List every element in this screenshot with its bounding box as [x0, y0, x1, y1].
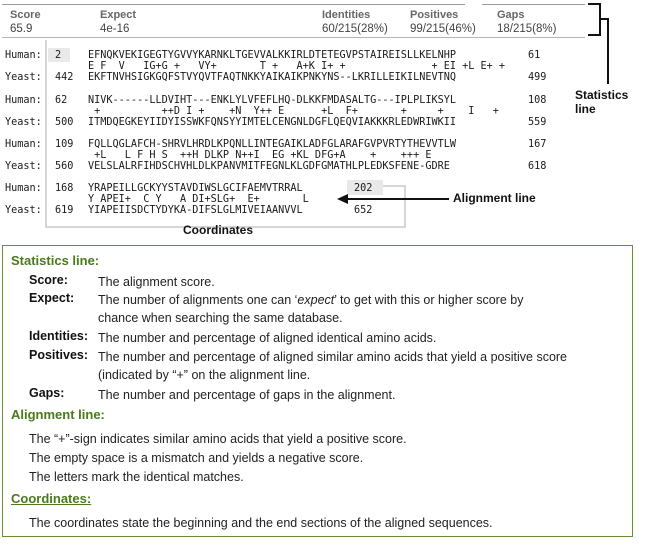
human-end: 108	[528, 95, 547, 106]
legend-def-positives-2: (indicated by “+” on the alignment line.	[98, 368, 311, 382]
legend-term-gaps: Gaps:	[29, 386, 65, 400]
yeast-end: 618	[528, 161, 547, 172]
legend-def-gaps: The number and percentage of gaps in the alignment.	[98, 388, 396, 402]
yeast-start: 500	[55, 117, 74, 128]
legend-term-identities: Identities:	[29, 329, 89, 343]
human-end: 202	[354, 183, 373, 194]
alignment-line-arrow	[335, 192, 451, 206]
stat-header-positives: Positives	[410, 9, 459, 21]
human-sequence: EFNQKVEKIGEGTYGVVYKARNKLTGEVVALKKIRLDTETEGVPSTAIREISLLKELNHP	[88, 50, 457, 61]
alignment-midline: +L L F H S ++H DLKP N++I EG +KL DFG+A + +++ E	[88, 150, 432, 161]
stat-value-identities: 60/215(28%)	[322, 23, 388, 35]
yeast-sequence: EKFTNVHSIGKGQFSTVYQVTFAQTNKKYAIKAIKPNKYNS--LKRILLEIKILNEVTNQ	[88, 72, 457, 83]
legend-def-expect: The number of alignments one can ‘expect’ to get with this or higher score by	[98, 293, 524, 307]
legend-alignment-heading: Alignment line:	[11, 407, 105, 422]
human-sequence: FQLLQGLAFCH-SHRVLHRDLKPQNLLINTEGAIKLADFGLARAFGVPVRTYTHEVVTLW	[88, 139, 457, 150]
legend-align-line-3: The letters mark the identical matches.	[29, 470, 244, 484]
human-sequence: YRAPEILLGCKYYSTAVDIWSLGCIFAEMVTRRAL	[88, 183, 303, 194]
legend-term-positives: Positives:	[29, 348, 89, 362]
legend-panel	[2, 245, 633, 537]
legend-def-score: The alignment score.	[98, 275, 215, 289]
human-start: 168	[55, 183, 74, 194]
alignment-midline: E F V IG+G + VY+ T + A+K I+ + + EI +L E+ +	[88, 61, 506, 72]
human-sequence: NIVK------LLDVIHT---ENKLYLVFEFLHQ-DLKKFMDASALTG---IPLPLIKSYL	[88, 95, 457, 106]
human-label: Human:	[5, 95, 42, 106]
alignment-midline: + ++D I + +N Y++ E +L F+ + + I +	[88, 106, 499, 117]
yeast-end: 652	[354, 205, 373, 216]
yeast-label: Yeast:	[5, 117, 42, 128]
yeast-start: 619	[55, 205, 74, 216]
yeast-start: 560	[55, 161, 74, 172]
human-start: 109	[55, 139, 74, 150]
legend-def-identities: The number and percentage of aligned identical amino acids.	[98, 331, 437, 345]
stat-value-positives: 99/215(46%)	[410, 23, 476, 35]
human-label: Human:	[5, 50, 42, 61]
stat-header-gaps: Gaps	[497, 9, 525, 21]
stat-value-score: 65.9	[10, 23, 33, 35]
yeast-label: Yeast:	[5, 161, 42, 172]
legend-coordinates-heading: Coordinates:	[11, 491, 92, 506]
yeast-start: 442	[55, 72, 74, 83]
legend-term-score: Score:	[29, 273, 68, 287]
stat-header-score: Score	[10, 9, 41, 21]
legend-align-line-1: The “+”-sign indicates similar amino acids that yield a positive score.	[29, 432, 407, 446]
stat-header-expect: Expect	[100, 9, 137, 21]
stat-value-expect: 4e-16	[100, 23, 130, 35]
coordinates-callout: Coordinates	[183, 223, 254, 237]
legend-term-expect: Expect:	[29, 291, 75, 305]
yeast-label: Yeast:	[5, 205, 42, 216]
stat-value-gaps: 18/215(8%)	[497, 23, 557, 35]
yeast-sequence: YIAPEIISDCTYDYKA-DIFSLGLMIVEIAANVVL	[88, 205, 303, 216]
legend-coord-line: The coordinates state the beginning and the end sections of the aligned sequences.	[29, 516, 493, 530]
legend-statistics-heading: Statistics line:	[11, 253, 100, 268]
alignment-midline: Y APEI+ C Y A DI+SLG+ E+ L	[88, 194, 309, 205]
stat-header-identities: Identities	[322, 9, 371, 21]
yeast-end: 499	[528, 72, 547, 83]
human-start: 62	[55, 95, 68, 106]
human-end: 167	[528, 139, 547, 150]
yeast-sequence: VELSLALRFIHDSCHVHLDLKPANVMITFEGNLKLGDFGMATHLPLEDKSFENE-GDRE	[88, 161, 450, 172]
statistics-line-callout: Statistics line	[575, 88, 629, 116]
alignment-line-callout: Alignment line	[453, 191, 536, 205]
legend-def-positives: The number and percentage of aligned similar amino acids that yield a positive score	[98, 350, 568, 364]
legend-align-line-2: The empty space is a mismatch and yields a negative score.	[29, 451, 364, 465]
yeast-sequence: ITMDQEGKEYIIDYISSWKFQNSYYIMTELCENGNLDGFLQEQVIAKKKRLEDWRIWKII	[88, 117, 457, 128]
human-end: 61	[528, 50, 541, 61]
yeast-label: Yeast:	[5, 72, 42, 83]
human-start: 2	[55, 50, 62, 61]
legend-def-expect-2: chance when searching the same database.	[98, 311, 343, 325]
human-label: Human:	[5, 183, 42, 194]
human-label: Human:	[5, 139, 42, 150]
yeast-end: 559	[528, 117, 547, 128]
